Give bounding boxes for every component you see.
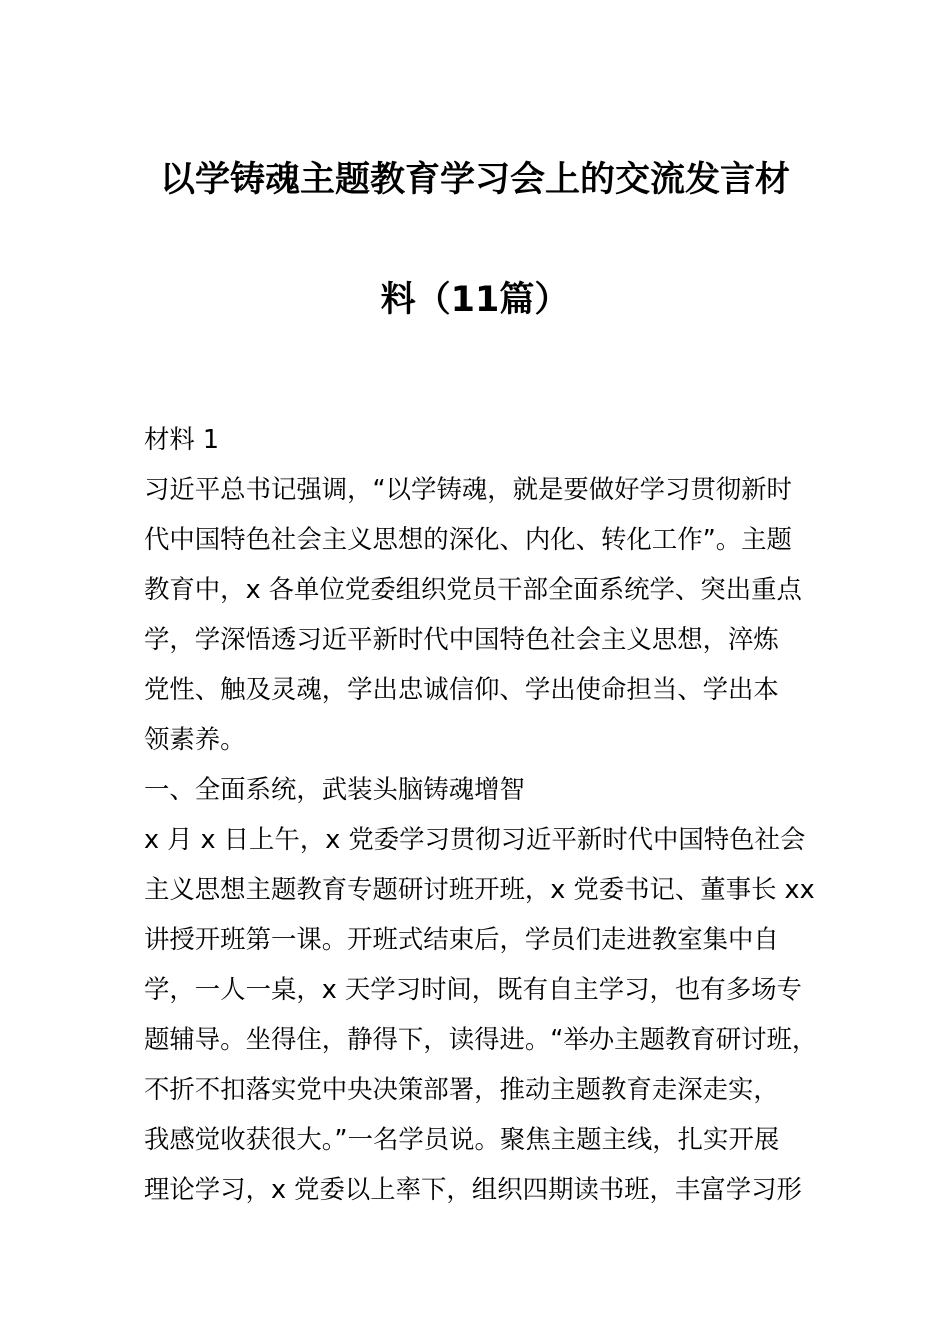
paragraph-line: 我感觉收获很大。”一名学员说。聚焦主题主线，扎实开展	[144, 1124, 780, 1154]
paragraph-line: 题辅导。坐得住，静得下，读得进。“举办主题教育研讨班，	[144, 1024, 818, 1054]
paragraph-line: 习近平总书记强调，“以学铸魂，就是要做好学习贯彻新时	[144, 474, 792, 504]
paragraph-line: 代中国特色社会主义思想的深化、内化、转化工作”。主题	[144, 524, 792, 554]
paragraph-line: 学，学深悟透习近平新时代中国特色社会主义思想，淬炼	[144, 624, 779, 654]
paragraph-line: x 月 x 日上午，x 党委学习贯彻习近平新时代中国特色社会	[144, 824, 806, 854]
paragraph-line: 主义思想主题教育专题研讨班开班，x 党委书记、董事长 xx	[144, 874, 815, 904]
paragraph-line: 不折不扣落实党中央决策部署，推动主题教育走深走实，	[144, 1074, 779, 1104]
section-heading: 一、全面系统，武装头脑铸魂增智	[144, 774, 525, 804]
paragraph-line: 学，一人一桌，x 天学习时间，既有自主学习，也有多场专	[144, 974, 802, 1004]
document-title-line-2: 料（11篇）	[380, 280, 570, 320]
paragraph-line: 教育中，x 各单位党委组织党员干部全面系统学、突出重点	[144, 574, 802, 604]
document-title-line-1: 以学铸魂主题教育学习会上的交流发言材	[159, 160, 790, 200]
paragraph-line: 讲授开班第一课。开班式结束后，学员们走进教室集中自	[144, 924, 779, 954]
paragraph-line: 理论学习，x 党委以上率下，组织四期读书班，丰富学习形	[144, 1174, 802, 1204]
paragraph-line: 领素养。	[144, 724, 246, 754]
paragraph-line: 党性、触及灵魂，学出忠诚信仰、学出使命担当、学出本	[144, 674, 779, 704]
section-label: 材料 1	[144, 424, 220, 454]
